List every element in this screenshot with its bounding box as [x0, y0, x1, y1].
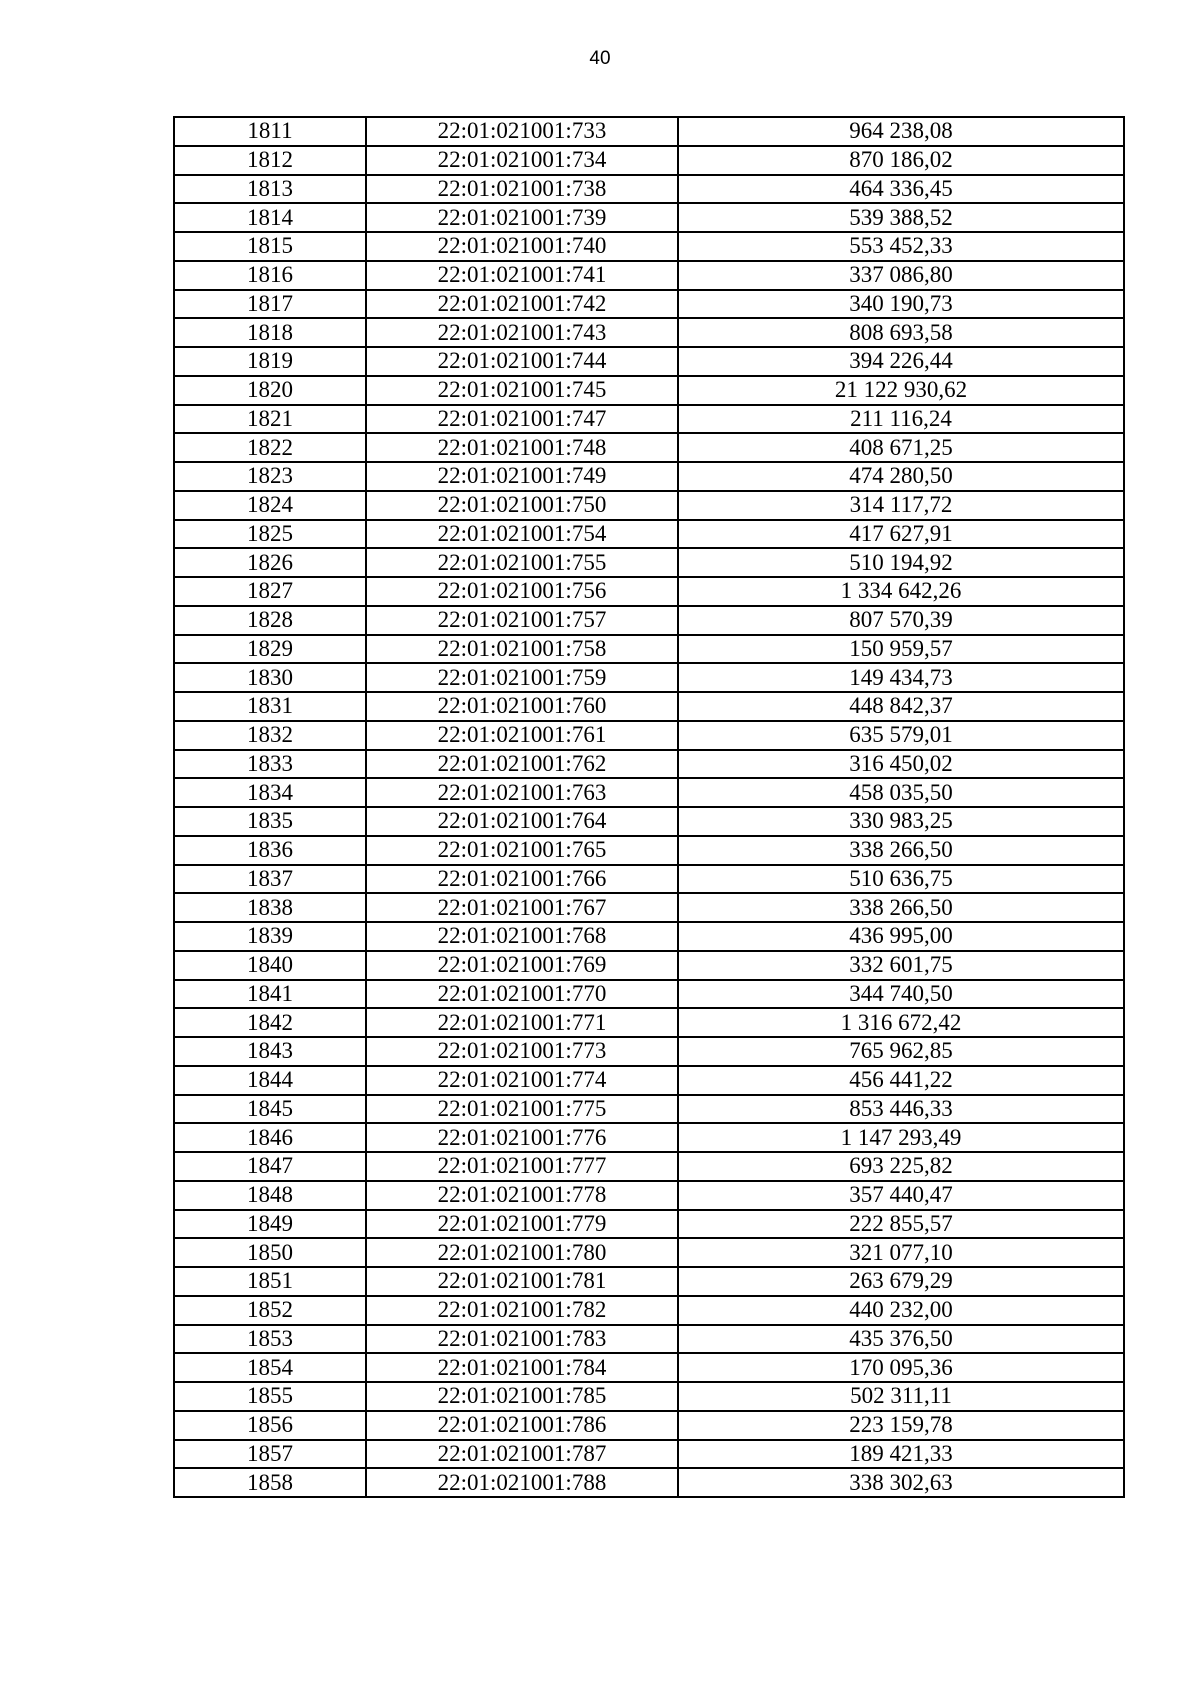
- cadastral-value-table: [173, 116, 1125, 1498]
- cadastral-value-cell: 408 671,25: [678, 433, 1124, 462]
- cadastral-value-cell: 314 117,72: [678, 491, 1124, 520]
- table-row: [174, 1152, 1124, 1181]
- cadastral-value-cell: 149 434,73: [678, 663, 1124, 692]
- cadastral-value-cell: 440 232,00: [678, 1296, 1124, 1325]
- table-row: [174, 491, 1124, 520]
- table-row: [174, 635, 1124, 664]
- table-row: [174, 1238, 1124, 1267]
- table-row: [174, 577, 1124, 606]
- cadastral-value-cell: 693 225,82: [678, 1152, 1124, 1181]
- table-row: [174, 778, 1124, 807]
- cadastral-number-cell: 22:01:021001:770: [366, 980, 678, 1009]
- row-number-cell: 1856: [174, 1411, 366, 1440]
- table-row: [174, 750, 1124, 779]
- table-row: [174, 1440, 1124, 1469]
- table-row: [174, 1066, 1124, 1095]
- table-row: [174, 1382, 1124, 1411]
- row-number-cell: 1833: [174, 750, 366, 779]
- table-row: [174, 232, 1124, 261]
- cadastral-number-cell: 22:01:021001:733: [366, 117, 678, 146]
- cadastral-value-cell: 316 450,02: [678, 750, 1124, 779]
- row-number-cell: 1845: [174, 1095, 366, 1124]
- table-row: [174, 1181, 1124, 1210]
- cadastral-number-cell: 22:01:021001:778: [366, 1181, 678, 1210]
- cadastral-number-cell: 22:01:021001:742: [366, 290, 678, 319]
- cadastral-value-cell: 474 280,50: [678, 462, 1124, 491]
- cadastral-value-cell: 338 302,63: [678, 1468, 1124, 1497]
- cadastral-number-cell: 22:01:021001:771: [366, 1008, 678, 1037]
- cadastral-value-cell: 189 421,33: [678, 1440, 1124, 1469]
- row-number-cell: 1838: [174, 893, 366, 922]
- row-number-cell: 1819: [174, 347, 366, 376]
- table-row: [174, 1095, 1124, 1124]
- cadastral-value-cell: 510 636,75: [678, 865, 1124, 894]
- cadastral-number-cell: 22:01:021001:740: [366, 232, 678, 261]
- table-row: [174, 520, 1124, 549]
- table-row: [174, 980, 1124, 1009]
- cadastral-value-cell: 502 311,11: [678, 1382, 1124, 1411]
- table-row: [174, 865, 1124, 894]
- cadastral-number-cell: 22:01:021001:761: [366, 721, 678, 750]
- cadastral-number-cell: 22:01:021001:760: [366, 692, 678, 721]
- cadastral-value-cell: 464 336,45: [678, 175, 1124, 204]
- cadastral-number-cell: 22:01:021001:745: [366, 376, 678, 405]
- row-number-cell: 1850: [174, 1238, 366, 1267]
- row-number-cell: 1835: [174, 807, 366, 836]
- cadastral-number-cell: 22:01:021001:773: [366, 1037, 678, 1066]
- table-row: [174, 663, 1124, 692]
- cadastral-value-cell: 436 995,00: [678, 922, 1124, 951]
- table-row: [174, 261, 1124, 290]
- row-number-cell: 1820: [174, 376, 366, 405]
- table-row: [174, 405, 1124, 434]
- row-number-cell: 1853: [174, 1325, 366, 1354]
- cadastral-number-cell: 22:01:021001:763: [366, 778, 678, 807]
- cadastral-number-cell: 22:01:021001:777: [366, 1152, 678, 1181]
- row-number-cell: 1821: [174, 405, 366, 434]
- table-row: [174, 1037, 1124, 1066]
- row-number-cell: 1823: [174, 462, 366, 491]
- table-row: [174, 290, 1124, 319]
- cadastral-value-cell: 853 446,33: [678, 1095, 1124, 1124]
- cadastral-value-cell: 338 266,50: [678, 893, 1124, 922]
- table-row: [174, 807, 1124, 836]
- row-number-cell: 1826: [174, 548, 366, 577]
- row-number-cell: 1844: [174, 1066, 366, 1095]
- table-row: [174, 203, 1124, 232]
- cadastral-number-cell: 22:01:021001:776: [366, 1123, 678, 1152]
- cadastral-number-cell: 22:01:021001:748: [366, 433, 678, 462]
- cadastral-number-cell: 22:01:021001:779: [366, 1210, 678, 1239]
- cadastral-value-cell: 321 077,10: [678, 1238, 1124, 1267]
- row-number-cell: 1818: [174, 318, 366, 347]
- table-row: [174, 1411, 1124, 1440]
- cadastral-value-cell: 337 086,80: [678, 261, 1124, 290]
- cadastral-number-cell: 22:01:021001:734: [366, 146, 678, 175]
- row-number-cell: 1822: [174, 433, 366, 462]
- table-row: [174, 836, 1124, 865]
- table-row: [174, 347, 1124, 376]
- row-number-cell: 1857: [174, 1440, 366, 1469]
- cadastral-number-cell: 22:01:021001:749: [366, 462, 678, 491]
- row-number-cell: 1851: [174, 1267, 366, 1296]
- row-number-cell: 1848: [174, 1181, 366, 1210]
- table-row: [174, 922, 1124, 951]
- cadastral-number-cell: 22:01:021001:765: [366, 836, 678, 865]
- table-row: [174, 692, 1124, 721]
- row-number-cell: 1840: [174, 951, 366, 980]
- cadastral-number-cell: 22:01:021001:774: [366, 1066, 678, 1095]
- cadastral-number-cell: 22:01:021001:762: [366, 750, 678, 779]
- table-row: [174, 1353, 1124, 1382]
- table-row: [174, 1210, 1124, 1239]
- cadastral-value-cell: 458 035,50: [678, 778, 1124, 807]
- cadastral-number-cell: 22:01:021001:738: [366, 175, 678, 204]
- cadastral-number-cell: 22:01:021001:759: [366, 663, 678, 692]
- cadastral-number-cell: 22:01:021001:739: [366, 203, 678, 232]
- row-number-cell: 1852: [174, 1296, 366, 1325]
- cadastral-value-cell: 394 226,44: [678, 347, 1124, 376]
- page-number: 40: [589, 48, 611, 69]
- row-number-cell: 1829: [174, 635, 366, 664]
- row-number-cell: 1830: [174, 663, 366, 692]
- row-number-cell: 1837: [174, 865, 366, 894]
- row-number-cell: 1834: [174, 778, 366, 807]
- cadastral-value-cell: 1 147 293,49: [678, 1123, 1124, 1152]
- table-row: [174, 146, 1124, 175]
- cadastral-number-cell: 22:01:021001:754: [366, 520, 678, 549]
- table-row: [174, 951, 1124, 980]
- cadastral-value-cell: 357 440,47: [678, 1181, 1124, 1210]
- cadastral-number-cell: 22:01:021001:780: [366, 1238, 678, 1267]
- cadastral-number-cell: 22:01:021001:781: [366, 1267, 678, 1296]
- cadastral-value-cell: 338 266,50: [678, 836, 1124, 865]
- row-number-cell: 1815: [174, 232, 366, 261]
- table-row: [174, 606, 1124, 635]
- cadastral-value-cell: 263 679,29: [678, 1267, 1124, 1296]
- table-row: [174, 1123, 1124, 1152]
- row-number-cell: 1846: [174, 1123, 366, 1152]
- cadastral-value-cell: 344 740,50: [678, 980, 1124, 1009]
- cadastral-value-cell: 435 376,50: [678, 1325, 1124, 1354]
- table-row: [174, 1325, 1124, 1354]
- cadastral-value-cell: 332 601,75: [678, 951, 1124, 980]
- cadastral-number-cell: 22:01:021001:755: [366, 548, 678, 577]
- cadastral-value-cell: 21 122 930,62: [678, 376, 1124, 405]
- cadastral-value-cell: 510 194,92: [678, 548, 1124, 577]
- cadastral-number-cell: 22:01:021001:766: [366, 865, 678, 894]
- cadastral-number-cell: 22:01:021001:757: [366, 606, 678, 635]
- row-number-cell: 1812: [174, 146, 366, 175]
- row-number-cell: 1828: [174, 606, 366, 635]
- table-row: [174, 1267, 1124, 1296]
- cadastral-number-cell: 22:01:021001:744: [366, 347, 678, 376]
- cadastral-number-cell: 22:01:021001:787: [366, 1440, 678, 1469]
- table-row: [174, 376, 1124, 405]
- row-number-cell: 1855: [174, 1382, 366, 1411]
- row-number-cell: 1854: [174, 1353, 366, 1382]
- cadastral-number-cell: 22:01:021001:788: [366, 1468, 678, 1497]
- table-row: [174, 721, 1124, 750]
- cadastral-number-cell: 22:01:021001:758: [366, 635, 678, 664]
- table-row: [174, 893, 1124, 922]
- table-row: [174, 318, 1124, 347]
- cadastral-value-cell: 211 116,24: [678, 405, 1124, 434]
- cadastral-value-cell: 340 190,73: [678, 290, 1124, 319]
- cadastral-value-cell: 1 334 642,26: [678, 577, 1124, 606]
- row-number-cell: 1813: [174, 175, 366, 204]
- row-number-cell: 1842: [174, 1008, 366, 1037]
- table-row: [174, 1468, 1124, 1497]
- cadastral-value-cell: 635 579,01: [678, 721, 1124, 750]
- table-row: [174, 1008, 1124, 1037]
- row-number-cell: 1832: [174, 721, 366, 750]
- cadastral-value-cell: 448 842,37: [678, 692, 1124, 721]
- cadastral-number-cell: 22:01:021001:768: [366, 922, 678, 951]
- table-row: [174, 1296, 1124, 1325]
- cadastral-value-cell: 539 388,52: [678, 203, 1124, 232]
- table-row: [174, 175, 1124, 204]
- cadastral-value-cell: 417 627,91: [678, 520, 1124, 549]
- cadastral-number-cell: 22:01:021001:769: [366, 951, 678, 980]
- cadastral-number-cell: 22:01:021001:784: [366, 1353, 678, 1382]
- cadastral-value-cell: 964 238,08: [678, 117, 1124, 146]
- cadastral-number-cell: 22:01:021001:756: [366, 577, 678, 606]
- row-number-cell: 1841: [174, 980, 366, 1009]
- table-body: [174, 117, 1124, 1497]
- table-row: [174, 548, 1124, 577]
- row-number-cell: 1816: [174, 261, 366, 290]
- cadastral-value-cell: 330 983,25: [678, 807, 1124, 836]
- row-number-cell: 1827: [174, 577, 366, 606]
- row-number-cell: 1817: [174, 290, 366, 319]
- table-row: [174, 117, 1124, 146]
- cadastral-value-cell: 553 452,33: [678, 232, 1124, 261]
- cadastral-number-cell: 22:01:021001:785: [366, 1382, 678, 1411]
- row-number-cell: 1814: [174, 203, 366, 232]
- cadastral-number-cell: 22:01:021001:786: [366, 1411, 678, 1440]
- cadastral-number-cell: 22:01:021001:750: [366, 491, 678, 520]
- cadastral-value-cell: 456 441,22: [678, 1066, 1124, 1095]
- row-number-cell: 1843: [174, 1037, 366, 1066]
- row-number-cell: 1847: [174, 1152, 366, 1181]
- cadastral-value-cell: 808 693,58: [678, 318, 1124, 347]
- row-number-cell: 1858: [174, 1468, 366, 1497]
- cadastral-number-cell: 22:01:021001:782: [366, 1296, 678, 1325]
- row-number-cell: 1811: [174, 117, 366, 146]
- cadastral-value-cell: 870 186,02: [678, 146, 1124, 175]
- table-row: [174, 433, 1124, 462]
- cadastral-value-cell: 170 095,36: [678, 1353, 1124, 1382]
- row-number-cell: 1849: [174, 1210, 366, 1239]
- row-number-cell: 1836: [174, 836, 366, 865]
- row-number-cell: 1831: [174, 692, 366, 721]
- cadastral-number-cell: 22:01:021001:741: [366, 261, 678, 290]
- cadastral-value-cell: 1 316 672,42: [678, 1008, 1124, 1037]
- cadastral-value-cell: 150 959,57: [678, 635, 1124, 664]
- row-number-cell: 1839: [174, 922, 366, 951]
- cadastral-value-cell: 222 855,57: [678, 1210, 1124, 1239]
- cadastral-number-cell: 22:01:021001:747: [366, 405, 678, 434]
- cadastral-number-cell: 22:01:021001:783: [366, 1325, 678, 1354]
- cadastral-number-cell: 22:01:021001:764: [366, 807, 678, 836]
- cadastral-number-cell: 22:01:021001:743: [366, 318, 678, 347]
- cadastral-value-cell: 807 570,39: [678, 606, 1124, 635]
- table-row: [174, 462, 1124, 491]
- row-number-cell: 1825: [174, 520, 366, 549]
- cadastral-number-cell: 22:01:021001:775: [366, 1095, 678, 1124]
- row-number-cell: 1824: [174, 491, 366, 520]
- cadastral-value-cell: 765 962,85: [678, 1037, 1124, 1066]
- cadastral-value-cell: 223 159,78: [678, 1411, 1124, 1440]
- cadastral-number-cell: 22:01:021001:767: [366, 893, 678, 922]
